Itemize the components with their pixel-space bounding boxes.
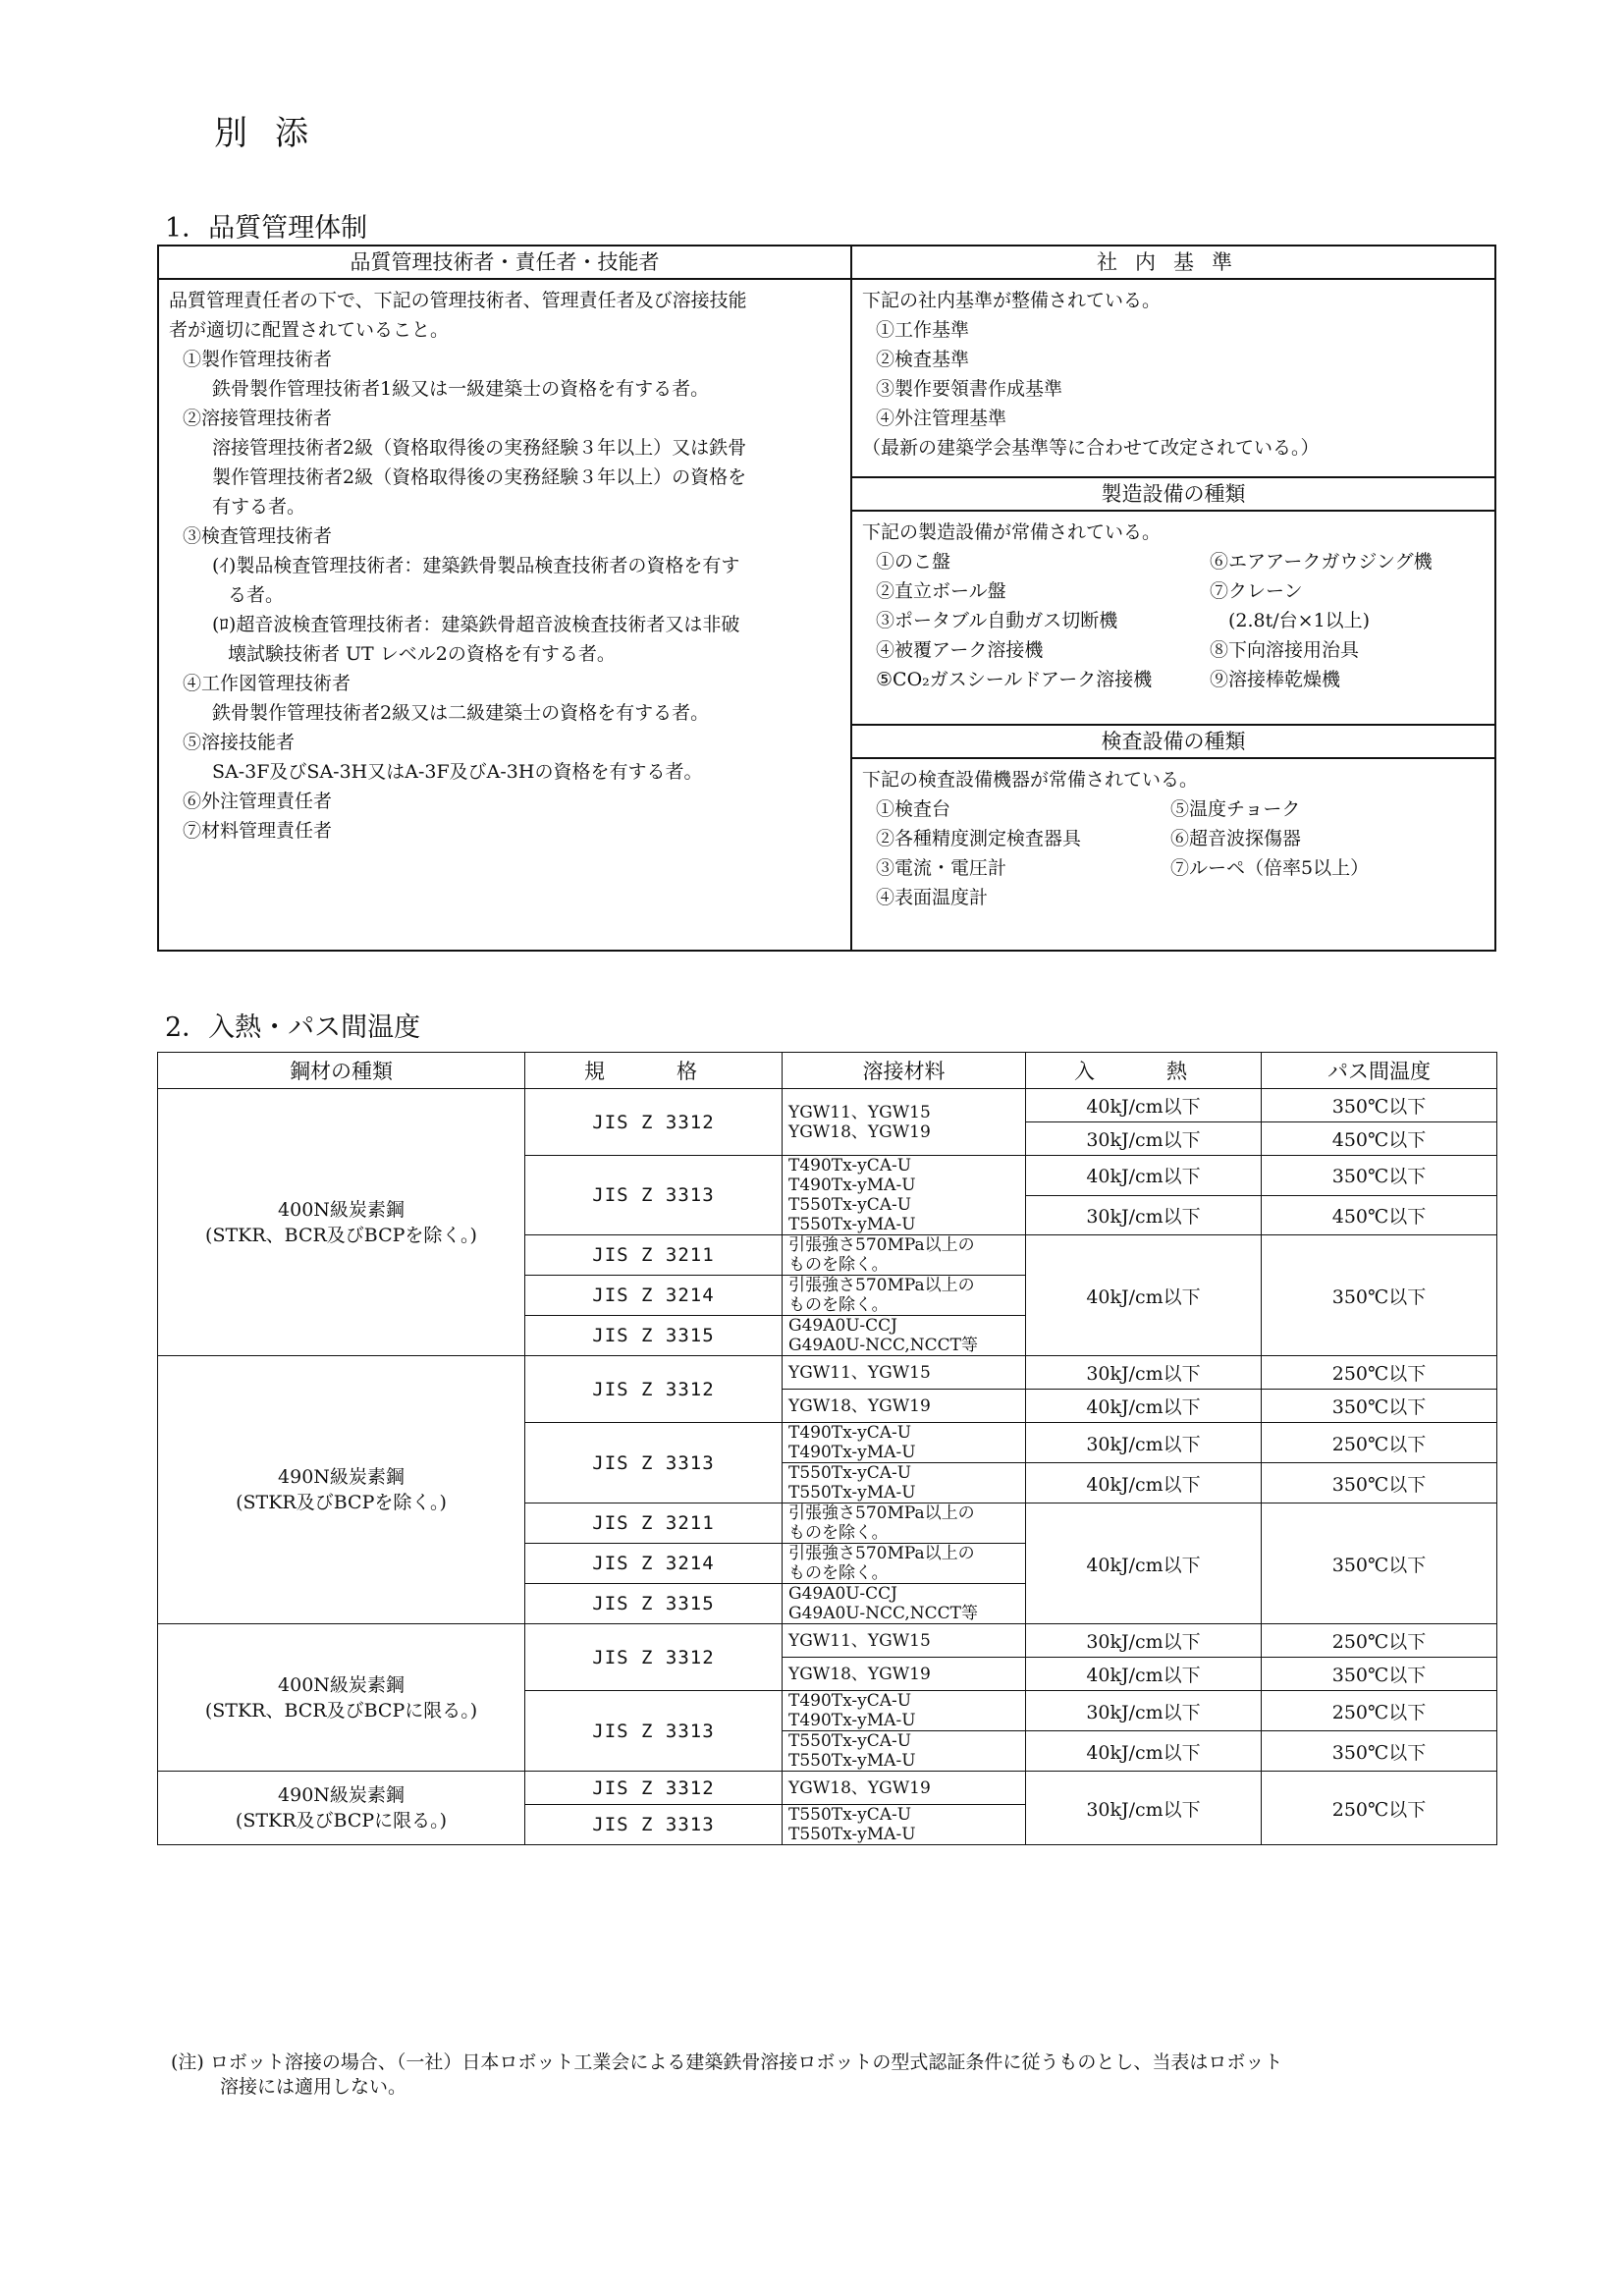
interpass-temp-cell: 250℃以下 — [1262, 1423, 1497, 1463]
interpass-temp-cell: 350℃以下 — [1262, 1658, 1497, 1691]
list-item: ⑧下向溶接用治具 — [1210, 639, 1360, 661]
col-header-material: 溶接材料 — [783, 1053, 1026, 1089]
internal-standards-list — [862, 315, 1485, 433]
text-line: ②溶接管理技術者 — [183, 408, 333, 429]
interpass-temp-cell: 250℃以下 — [1262, 1691, 1497, 1731]
heat-input-cell: 40kJ/cm以下 — [1026, 1658, 1262, 1691]
internal-standards-block — [852, 246, 1494, 478]
heat-input-cell: 30kJ/cm以下 — [1026, 1624, 1262, 1658]
material-cell: G49A0U-CCJ G49A0U-NCC,NCCT等 — [783, 1316, 1026, 1356]
material-cell: 引張強さ570MPa以上の ものを除く。 — [783, 1276, 1026, 1316]
list-item: ⑥超音波探傷器 — [1170, 828, 1302, 849]
heat-input-cell: 40kJ/cm以下 — [1026, 1390, 1262, 1423]
standard-cell: JIS Z 3313 — [525, 1423, 783, 1503]
heat-input-table — [157, 1052, 1497, 1845]
table-row — [158, 1089, 1497, 1122]
text-line: 溶接管理技術者2級（資格取得後の実務経験３年以上）又は鉄骨 — [212, 437, 747, 459]
text-line: 鉄骨製作管理技術者2級又は二級建築士の資格を有する者。 — [212, 702, 710, 724]
list-item: ⑦クレーン — [1210, 580, 1303, 602]
heat-input-cell: 30kJ/cm以下 — [1026, 1122, 1262, 1156]
material-cell: YGW11、YGW15 YGW18、YGW19 — [783, 1089, 1026, 1156]
list-item: (2.8t/台×1以上) — [1210, 610, 1371, 631]
material-cell: T490Tx-yCA-U T490Tx-yMA-U — [783, 1691, 1026, 1731]
list-item: ③製作要領書作成基準 — [876, 378, 1063, 400]
steel-type-cell: 400N級炭素鋼 (STKR、BCR及びBCPに限る。) — [158, 1624, 525, 1772]
list-item: ①工作基準 — [876, 319, 970, 341]
footnote — [171, 2050, 1487, 2100]
standard-cell: JIS Z 3315 — [525, 1316, 783, 1356]
col-header-steel: 鋼材の種類 — [158, 1053, 525, 1089]
material-cell: YGW11、YGW15 — [783, 1356, 1026, 1390]
material-cell: 引張強さ570MPa以上の ものを除く。 — [783, 1235, 1026, 1276]
steel-type-cell: 400N級炭素鋼 (STKR、BCR及びBCPを除く。) — [158, 1089, 525, 1356]
text-line: 者が適切に配置されていること。 — [169, 319, 450, 341]
interpass-temp-cell: 350℃以下 — [1262, 1503, 1497, 1624]
list-item: ⑥エアアークガウジング機 — [1210, 551, 1433, 573]
inspection-equipment-block — [852, 726, 1494, 912]
text-line: ⑥外注管理責任者 — [183, 791, 333, 812]
standard-cell: JIS Z 3214 — [525, 1276, 783, 1316]
text-line: る者。 — [228, 584, 285, 606]
facilities-panel — [852, 246, 1494, 950]
col-header-heat-input: 入 熱 — [1026, 1053, 1262, 1089]
material-cell: T490Tx-yCA-U T490Tx-yMA-U — [783, 1423, 1026, 1463]
standard-cell: JIS Z 3313 — [525, 1691, 783, 1772]
material-cell: YGW11、YGW15 — [783, 1624, 1026, 1658]
personnel-header: 品質管理技術者・責任者・技能者 — [159, 246, 850, 280]
heat-input-cell: 30kJ/cm以下 — [1026, 1195, 1262, 1235]
heat-input-cell: 40kJ/cm以下 — [1026, 1463, 1262, 1503]
text-line: 鉄骨製作管理技術者1級又は一級建築士の資格を有する者。 — [212, 378, 710, 400]
list-item: ④外注管理基準 — [876, 408, 1007, 429]
list-item: ②検査基準 — [876, 349, 970, 370]
section-1-title: 1．品質管理体制 — [165, 213, 368, 244]
list-item: ①検査台 — [876, 798, 951, 820]
personnel-text — [159, 280, 850, 846]
col-header-interpass-temp: パス間温度 — [1262, 1053, 1497, 1089]
standard-cell: JIS Z 3312 — [525, 1772, 783, 1805]
material-cell: YGW18、YGW19 — [783, 1772, 1026, 1805]
inspection-equipment-header: 検査設備の種類 — [852, 726, 1494, 759]
text-line: 製作管理技術者2級（資格取得後の実務経験３年以上）の資格を — [212, 466, 747, 488]
material-cell: 引張強さ570MPa以上の ものを除く。 — [783, 1544, 1026, 1584]
list-item: ①のこ盤 — [876, 551, 951, 573]
interpass-temp-cell: 450℃以下 — [1262, 1195, 1497, 1235]
text-line: 品質管理責任者の下で、下記の管理技術者、管理責任者及び溶接技能 — [169, 290, 747, 311]
standard-cell: JIS Z 3313 — [525, 1805, 783, 1845]
material-cell: G49A0U-CCJ G49A0U-NCC,NCCT等 — [783, 1584, 1026, 1624]
inspection-equipment-intro: 下記の検査設備機器が常備されている。 — [862, 769, 1199, 791]
standard-cell: JIS Z 3312 — [525, 1356, 783, 1423]
interpass-temp-cell: 350℃以下 — [1262, 1390, 1497, 1423]
interpass-temp-cell: 350℃以下 — [1262, 1731, 1497, 1772]
internal-standards-header: 社内基準 — [852, 246, 1494, 280]
col-header-standard: 規 格 — [525, 1053, 783, 1089]
internal-standards-intro: 下記の社内基準が整備されている。 — [862, 290, 1162, 311]
table-header-row — [158, 1053, 1497, 1089]
heat-input-cell: 30kJ/cm以下 — [1026, 1691, 1262, 1731]
standard-cell: JIS Z 3312 — [525, 1089, 783, 1156]
heat-input-cell: 30kJ/cm以下 — [1026, 1772, 1262, 1845]
list-item: ②各種精度測定検査器具 — [876, 828, 1082, 849]
standard-cell: JIS Z 3214 — [525, 1544, 783, 1584]
material-cell: T550Tx-yCA-U T550Tx-yMA-U — [783, 1731, 1026, 1772]
standard-cell: JIS Z 3211 — [525, 1503, 783, 1544]
quality-management-box — [157, 245, 1496, 952]
interpass-temp-cell: 350℃以下 — [1262, 1235, 1497, 1356]
heat-input-cell: 30kJ/cm以下 — [1026, 1356, 1262, 1390]
material-cell: YGW18、YGW19 — [783, 1658, 1026, 1691]
steel-type-cell: 490N級炭素鋼 (STKR及びBCPに限る。) — [158, 1772, 525, 1845]
heat-input-cell: 40kJ/cm以下 — [1026, 1235, 1262, 1356]
list-item: ④被覆アーク溶接機 — [876, 639, 1044, 661]
interpass-temp-cell: 350℃以下 — [1262, 1463, 1497, 1503]
heat-input-cell: 40kJ/cm以下 — [1026, 1503, 1262, 1624]
standard-cell: JIS Z 3313 — [525, 1156, 783, 1235]
standard-cell: JIS Z 3315 — [525, 1584, 783, 1624]
manufacturing-equipment-header: 製造設備の種類 — [852, 478, 1494, 512]
list-item — [1170, 883, 1465, 912]
internal-standards-note: （最新の建築学会基準等に合わせて改定されている。） — [862, 437, 1320, 459]
heat-input-cell: 40kJ/cm以下 — [1026, 1731, 1262, 1772]
list-item: ⑤温度チョーク — [1170, 798, 1301, 820]
text-line: ⑤溶接技能者 — [183, 732, 296, 753]
text-line: 有する者。 — [212, 496, 306, 518]
section-2-title: 2．入熱・パス間温度 — [165, 1012, 421, 1043]
text-line: (ﾛ)超音波検査管理技術者：建築鉄骨超音波検査技術者又は非破 — [212, 614, 740, 635]
list-item: ⑦ルーペ（倍率5以上） — [1170, 857, 1370, 879]
text-line: ⑦材料管理責任者 — [183, 820, 333, 842]
inspection-equipment-list — [852, 794, 1494, 912]
text-line: (ｲ)製品検査管理技術者：建築鉄骨製品検査技術者の資格を有す — [212, 555, 740, 576]
text-line: ④工作図管理技術者 — [183, 673, 352, 694]
interpass-temp-cell: 250℃以下 — [1262, 1772, 1497, 1845]
interpass-temp-cell: 250℃以下 — [1262, 1624, 1497, 1658]
heat-input-cell: 40kJ/cm以下 — [1026, 1156, 1262, 1196]
standard-cell: JIS Z 3312 — [525, 1624, 783, 1691]
material-cell: T550Tx-yCA-U T550Tx-yMA-U — [783, 1463, 1026, 1503]
interpass-temp-cell: 350℃以下 — [1262, 1089, 1497, 1122]
page-title: 別添 — [214, 114, 336, 153]
text-line: ①製作管理技術者 — [183, 349, 333, 370]
list-item: ②直立ボール盤 — [876, 580, 1006, 602]
personnel-panel — [159, 246, 852, 950]
material-cell: T550Tx-yCA-U T550Tx-yMA-U — [783, 1805, 1026, 1845]
material-cell: 引張強さ570MPa以上の ものを除く。 — [783, 1503, 1026, 1544]
list-item: ⑨溶接棒乾燥機 — [1210, 669, 1341, 690]
text-line: SA-3F及びSA-3H又はA-3F及びA-3Hの資格を有する者。 — [212, 761, 703, 783]
list-item: ⑤CO₂ガスシールドアーク溶接機 — [876, 669, 1153, 690]
list-item: ④表面温度計 — [876, 887, 989, 908]
standard-cell: JIS Z 3211 — [525, 1235, 783, 1276]
table-row — [158, 1624, 1497, 1658]
interpass-temp-cell: 350℃以下 — [1262, 1156, 1497, 1196]
material-cell: T490Tx-yCA-U T490Tx-yMA-U T550Tx-yCA-U T550Tx-yMA-U — [783, 1156, 1026, 1235]
text-line: ③検査管理技術者 — [183, 525, 333, 547]
table-row — [158, 1772, 1497, 1805]
text-line: 壊試験技術者 UT レベル2の資格を有する者。 — [228, 643, 616, 665]
footnote-line-2: 溶接には適用しない。 — [220, 2076, 407, 2098]
manufacturing-equipment-block — [852, 478, 1494, 726]
interpass-temp-cell: 250℃以下 — [1262, 1356, 1497, 1390]
steel-type-cell: 490N級炭素鋼 (STKR及びBCPを除く。) — [158, 1356, 525, 1624]
heat-input-cell: 40kJ/cm以下 — [1026, 1089, 1262, 1122]
list-item: ③電流・電圧計 — [876, 857, 1007, 879]
list-item: ③ポータブル自動ガス切断機 — [876, 610, 1118, 631]
material-cell: YGW18、YGW19 — [783, 1390, 1026, 1423]
manufacturing-equipment-intro: 下記の製造設備が常備されている。 — [862, 521, 1162, 543]
footnote-line-1: (注) ロボット溶接の場合、（一社）日本ロボット工業会による建築鉄骨溶接ロボットの型式認証条件に従うものとし、当表はロボット — [171, 2051, 1283, 2073]
interpass-temp-cell: 450℃以下 — [1262, 1122, 1497, 1156]
heat-input-cell: 30kJ/cm以下 — [1026, 1423, 1262, 1463]
table-row — [158, 1356, 1497, 1390]
manufacturing-equipment-list — [852, 547, 1494, 694]
